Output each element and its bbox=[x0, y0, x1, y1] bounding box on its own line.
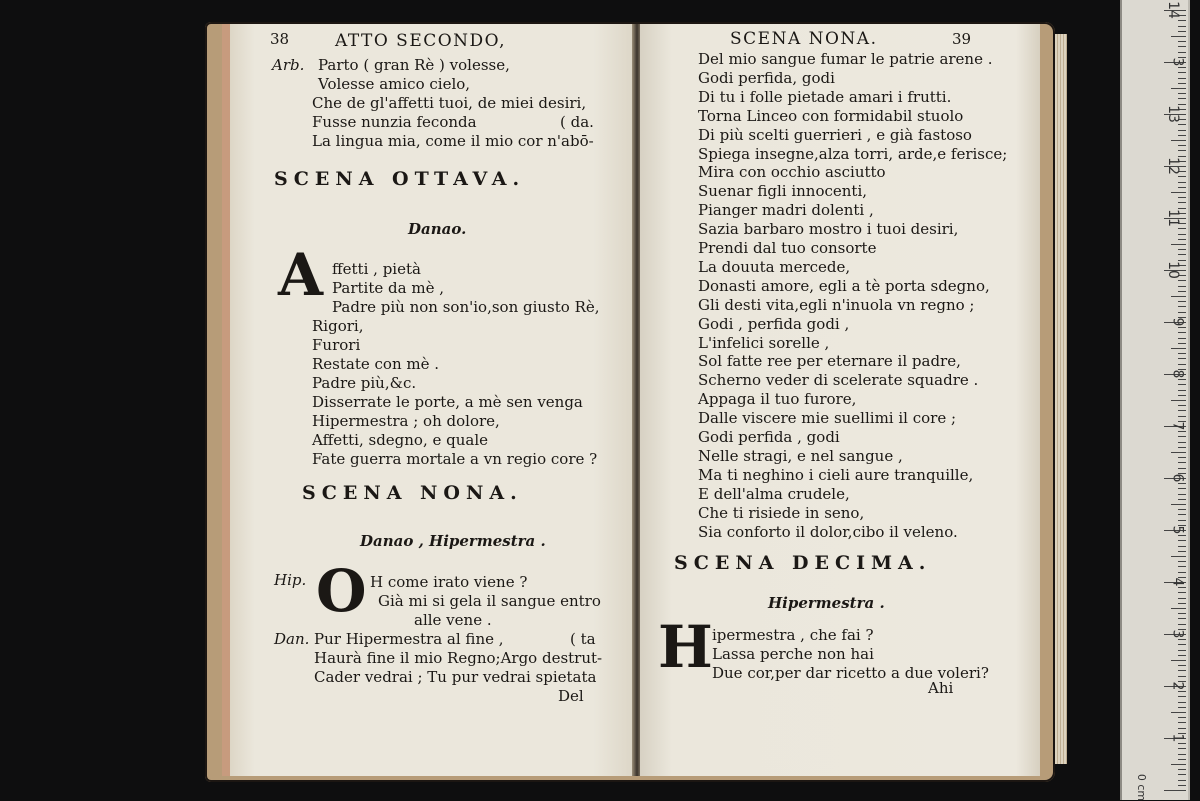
ruler-label: 7 bbox=[1169, 421, 1186, 431]
ruler-tick bbox=[1178, 20, 1186, 21]
character-danao: Danao. bbox=[408, 220, 467, 238]
ruler-label: 12 bbox=[1165, 157, 1182, 175]
ruler-label: 3 bbox=[1169, 629, 1186, 639]
ruler-tick bbox=[1178, 665, 1186, 666]
ruler-unit: 0 cm bbox=[1135, 773, 1149, 801]
ruler-tick bbox=[1178, 135, 1186, 136]
drop-cap-o: O bbox=[316, 557, 367, 625]
verse-line: ( da. bbox=[560, 113, 594, 131]
ruler-tick bbox=[1178, 228, 1186, 229]
ruler-tick bbox=[1178, 384, 1186, 385]
verse-line: Scherno veder di scelerate squadre . bbox=[698, 371, 979, 390]
ruler-tick bbox=[1178, 395, 1186, 396]
ruler-tick bbox=[1178, 592, 1186, 593]
verse-line: Fusse nunzia feconda bbox=[312, 113, 477, 131]
ruler-label: 5 bbox=[1169, 525, 1186, 535]
left-page bbox=[222, 24, 643, 776]
ruler-tick bbox=[1178, 566, 1186, 567]
ruler-tick bbox=[1178, 520, 1186, 521]
ruler-tick bbox=[1178, 280, 1186, 281]
ruler-tick bbox=[1178, 447, 1186, 448]
verse-line: Mira con occhio asciutto bbox=[698, 163, 886, 182]
ruler-label: 11 bbox=[1165, 209, 1182, 227]
ruler-tick bbox=[1178, 130, 1186, 131]
verse-line: La lingua mia, come il mio cor n'abō- bbox=[312, 132, 594, 150]
ruler-tick bbox=[1178, 618, 1186, 619]
ruler-tick bbox=[1178, 650, 1186, 651]
ruler-tick bbox=[1178, 291, 1186, 292]
ruler-tick bbox=[1171, 556, 1186, 557]
verse-line: Nelle stragi, e nel sangue , bbox=[698, 446, 903, 465]
ruler-label: 1 bbox=[1169, 733, 1186, 743]
ruler-tick bbox=[1178, 670, 1186, 671]
ruler-tick bbox=[1178, 239, 1186, 240]
verse-line: Che ti risiede in seno, bbox=[698, 503, 865, 522]
ruler-tick bbox=[1178, 234, 1186, 235]
verse-line: Del mio sangue fumar le patrie arene . bbox=[698, 50, 993, 68]
ruler-tick bbox=[1178, 754, 1186, 755]
ruler-tick bbox=[1178, 98, 1186, 99]
ruler-tick bbox=[1178, 176, 1186, 177]
catchword-right: Ahi bbox=[928, 679, 954, 697]
ruler-tick bbox=[1171, 244, 1186, 245]
verse-line: Lassa perche non hai bbox=[712, 645, 874, 663]
ruler-tick bbox=[1178, 707, 1186, 708]
ruler-tick bbox=[1178, 405, 1186, 406]
verse-line: Hipermestra ; oh dolore, bbox=[312, 412, 500, 430]
verse-line: La douuta mercede, bbox=[698, 257, 851, 276]
verse-line: Cader vedrai ; Tu pur vedrai spietata bbox=[314, 668, 597, 686]
ruler-tick bbox=[1178, 343, 1186, 344]
ruler-tick bbox=[1171, 348, 1186, 349]
verse-line: Sia conforto il dolor,cibo il veleno. bbox=[698, 522, 958, 541]
verse-line: Gli desti vita,egli n'inuola vn regno ; bbox=[698, 295, 975, 314]
ruler-tick bbox=[1178, 728, 1186, 729]
ruler-label: 2 bbox=[1169, 681, 1186, 691]
ruler-tick bbox=[1178, 598, 1186, 599]
ruler-tick bbox=[1178, 785, 1186, 786]
ruler-tick bbox=[1178, 540, 1186, 541]
ruler-tick bbox=[1171, 764, 1186, 765]
ruler-tick bbox=[1171, 608, 1186, 609]
verse-line: E dell'alma crudele, bbox=[698, 484, 850, 503]
ruler-tick bbox=[1164, 790, 1186, 791]
ruler-tick bbox=[1178, 145, 1186, 146]
ruler-tick bbox=[1178, 499, 1186, 500]
verse-line: Suenar figli innocenti, bbox=[698, 182, 868, 201]
ruler-tick bbox=[1178, 702, 1186, 703]
scene-title-nona: SCENA NONA. bbox=[302, 482, 523, 504]
verse-line: Rigori, bbox=[312, 317, 364, 335]
ruler-tick bbox=[1178, 306, 1186, 307]
ruler-tick bbox=[1171, 140, 1186, 141]
ruler-tick bbox=[1178, 535, 1186, 536]
ruler-tick bbox=[1171, 400, 1186, 401]
ruler-tick bbox=[1178, 327, 1186, 328]
verse-line: L'infelici sorelle , bbox=[698, 333, 830, 352]
ruler-tick bbox=[1178, 774, 1186, 775]
speaker-dan: Dan. bbox=[274, 630, 310, 648]
ruler-tick bbox=[1178, 301, 1186, 302]
ruler-tick bbox=[1178, 364, 1186, 365]
ruler-tick bbox=[1171, 88, 1186, 89]
verse-line: ipermestra , che fai ? bbox=[712, 626, 874, 644]
ruler-tick bbox=[1178, 72, 1186, 73]
ruler-tick bbox=[1178, 691, 1186, 692]
ruler-tick bbox=[1178, 494, 1186, 495]
ruler-tick bbox=[1178, 202, 1186, 203]
drop-cap-h: H bbox=[658, 613, 713, 681]
ruler-tick bbox=[1178, 83, 1186, 84]
verse-line: Di più scelti guerrieri , e già fastoso bbox=[698, 125, 972, 144]
verse-line: Padre più,&c. bbox=[312, 374, 417, 392]
verse-line: H come irato viene ? bbox=[370, 573, 528, 591]
page-number-right: 39 bbox=[952, 30, 972, 48]
ruler-tick bbox=[1178, 514, 1186, 515]
measuring-ruler bbox=[1120, 0, 1190, 800]
ruler-tick bbox=[1178, 379, 1186, 380]
ruler-tick bbox=[1171, 504, 1186, 505]
ruler-tick bbox=[1178, 717, 1186, 718]
ruler-tick bbox=[1178, 182, 1186, 183]
verse-line: ( ta bbox=[570, 630, 596, 648]
ruler-tick bbox=[1178, 358, 1186, 359]
ruler-label: 3 bbox=[1169, 57, 1186, 67]
ruler-tick bbox=[1178, 743, 1186, 744]
ruler-tick bbox=[1178, 312, 1186, 313]
ruler-tick bbox=[1171, 452, 1186, 453]
ruler-tick bbox=[1178, 639, 1186, 640]
ruler-tick bbox=[1171, 296, 1186, 297]
ruler-tick bbox=[1178, 483, 1186, 484]
ruler-tick bbox=[1178, 748, 1186, 749]
ruler-tick bbox=[1178, 603, 1186, 604]
verse-line: Pianger madri dolenti , bbox=[698, 201, 874, 220]
page-edges bbox=[1055, 34, 1067, 764]
verse-line: Furori bbox=[312, 336, 361, 354]
ruler-tick bbox=[1178, 338, 1186, 339]
ruler-label: 13 bbox=[1165, 105, 1182, 123]
ruler-tick bbox=[1178, 416, 1186, 417]
ruler-tick bbox=[1178, 332, 1186, 333]
ruler-label: 4 bbox=[1169, 577, 1186, 587]
ruler-label: 14 bbox=[1165, 1, 1182, 19]
ruler-tick bbox=[1178, 722, 1186, 723]
ruler-tick bbox=[1178, 187, 1186, 188]
verse-line: Due cor,per dar ricetto a due voleri? bbox=[712, 664, 989, 682]
scene-title-decima: SCENA DECIMA. bbox=[674, 552, 932, 574]
ruler-tick bbox=[1178, 457, 1186, 458]
ruler-tick bbox=[1178, 769, 1186, 770]
ruler-tick bbox=[1171, 36, 1186, 37]
verse-line: alle vene . bbox=[414, 611, 492, 629]
verse-line: Di tu i folle pietade amari i frutti. bbox=[698, 87, 952, 106]
page-number-left: 38 bbox=[270, 30, 290, 48]
verse-line: Appaga il tuo furore, bbox=[698, 390, 857, 409]
ruler-label: 9 bbox=[1169, 317, 1186, 327]
ruler-tick bbox=[1171, 660, 1186, 661]
ruler-tick bbox=[1178, 431, 1186, 432]
verse-line: Affetti, sdegno, e quale bbox=[312, 431, 489, 449]
ruler-tick bbox=[1178, 644, 1186, 645]
ruler-tick bbox=[1178, 249, 1186, 250]
verse-line: Disserrate le porte, a mè sen venga bbox=[312, 393, 583, 411]
verse-line: Sazia barbaro mostro i tuoi desiri, bbox=[698, 220, 959, 239]
speaker-hip: Hip. bbox=[274, 571, 307, 589]
ruler-tick bbox=[1178, 509, 1186, 510]
ruler-tick bbox=[1178, 67, 1186, 68]
ruler-tick bbox=[1178, 488, 1186, 489]
ruler-tick bbox=[1178, 31, 1186, 32]
verse-line: Che de gl'affetti tuoi, de miei desiri, bbox=[312, 94, 587, 112]
ruler-tick bbox=[1178, 572, 1186, 573]
verse-line: ffetti , pietà bbox=[332, 260, 421, 278]
ruler-label: 6 bbox=[1169, 473, 1186, 483]
ruler-tick bbox=[1178, 780, 1186, 781]
ruler-tick bbox=[1178, 551, 1186, 552]
verse-line: Restate con mè . bbox=[312, 355, 440, 373]
character-hipermestra: Hipermestra . bbox=[768, 594, 885, 612]
ruler-label: 10 bbox=[1165, 261, 1182, 279]
characters-danao-hipermestra: Danao , Hipermestra . bbox=[360, 532, 546, 550]
verse-line: Pur Hipermestra al fine , bbox=[314, 630, 504, 648]
ruler-tick bbox=[1178, 254, 1186, 255]
verse-line: Già mi si gela il sangue entro bbox=[378, 592, 601, 610]
verse-line: Spiega insegne,alza torri, arde,e ferisce; bbox=[698, 144, 1008, 163]
running-head-left: ATTO SECONDO, bbox=[335, 31, 507, 51]
verse-line: Parto ( gran Rè ) volesse, bbox=[318, 56, 510, 74]
verse-line: Godi , perfida godi , bbox=[698, 314, 850, 333]
ruler-tick bbox=[1178, 124, 1186, 125]
right-page bbox=[640, 24, 1040, 776]
ruler-tick bbox=[1178, 546, 1186, 547]
verse-line: Ma ti neghino i cieli aure tranquille, bbox=[698, 465, 974, 484]
speaker-arb: Arb. bbox=[272, 56, 305, 74]
ruler-tick bbox=[1178, 410, 1186, 411]
verse-line: Padre più non son'io,son giusto Rè, bbox=[332, 298, 600, 316]
verse-line: Haurà fine il mio Regno;Argo destrut- bbox=[314, 649, 603, 667]
ruler-tick bbox=[1178, 197, 1186, 198]
ruler-label: 8 bbox=[1169, 369, 1186, 379]
verse-line: Dalle viscere mie suellimi il core ; bbox=[698, 409, 957, 428]
verse-line: Godi perfida, godi bbox=[698, 68, 835, 87]
ruler-tick bbox=[1171, 712, 1186, 713]
running-head-right: SCENA NONA. bbox=[730, 29, 878, 49]
ruler-tick bbox=[1178, 150, 1186, 151]
verse-line: Prendi dal tuo consorte bbox=[698, 239, 877, 257]
ruler-tick bbox=[1178, 436, 1186, 437]
ruler-tick bbox=[1178, 26, 1186, 27]
ruler-tick bbox=[1178, 78, 1186, 79]
ruler-tick bbox=[1178, 41, 1186, 42]
ruler-tick bbox=[1178, 46, 1186, 47]
ruler-tick bbox=[1171, 192, 1186, 193]
ruler-tick bbox=[1178, 390, 1186, 391]
ruler-tick bbox=[1178, 93, 1186, 94]
ruler-tick bbox=[1178, 655, 1186, 656]
ruler-tick bbox=[1178, 286, 1186, 287]
ruler-tick bbox=[1178, 613, 1186, 614]
verse-line: Godi perfida , godi bbox=[698, 428, 840, 446]
ruler-tick bbox=[1178, 468, 1186, 469]
verse-line: Torna Linceo con formidabil stuolo bbox=[698, 106, 964, 125]
verse-line: Partite da mè , bbox=[332, 279, 444, 297]
ruler-tick bbox=[1178, 52, 1186, 53]
ruler-tick bbox=[1178, 624, 1186, 625]
drop-cap-a: A bbox=[278, 241, 324, 309]
ruler-tick bbox=[1178, 676, 1186, 677]
verse-line: Sol fatte ree per eternare il padre, bbox=[698, 352, 961, 371]
ruler-tick bbox=[1178, 561, 1186, 562]
ruler-tick bbox=[1178, 759, 1186, 760]
catchword-left: Del bbox=[558, 687, 584, 705]
ruler-tick bbox=[1178, 696, 1186, 697]
ruler-tick bbox=[1178, 353, 1186, 354]
ruler-tick bbox=[1178, 587, 1186, 588]
verse-line: Fate guerra mortale a vn regio core ? bbox=[312, 450, 598, 468]
verse-line: Donasti amore, egli a tè porta sdegno, bbox=[698, 276, 990, 295]
ruler-tick bbox=[1178, 442, 1186, 443]
verse-line: Volesse amico cielo, bbox=[318, 75, 471, 93]
ruler-tick bbox=[1178, 462, 1186, 463]
scene-title-ottava: SCENA OTTAVA. bbox=[274, 168, 526, 190]
